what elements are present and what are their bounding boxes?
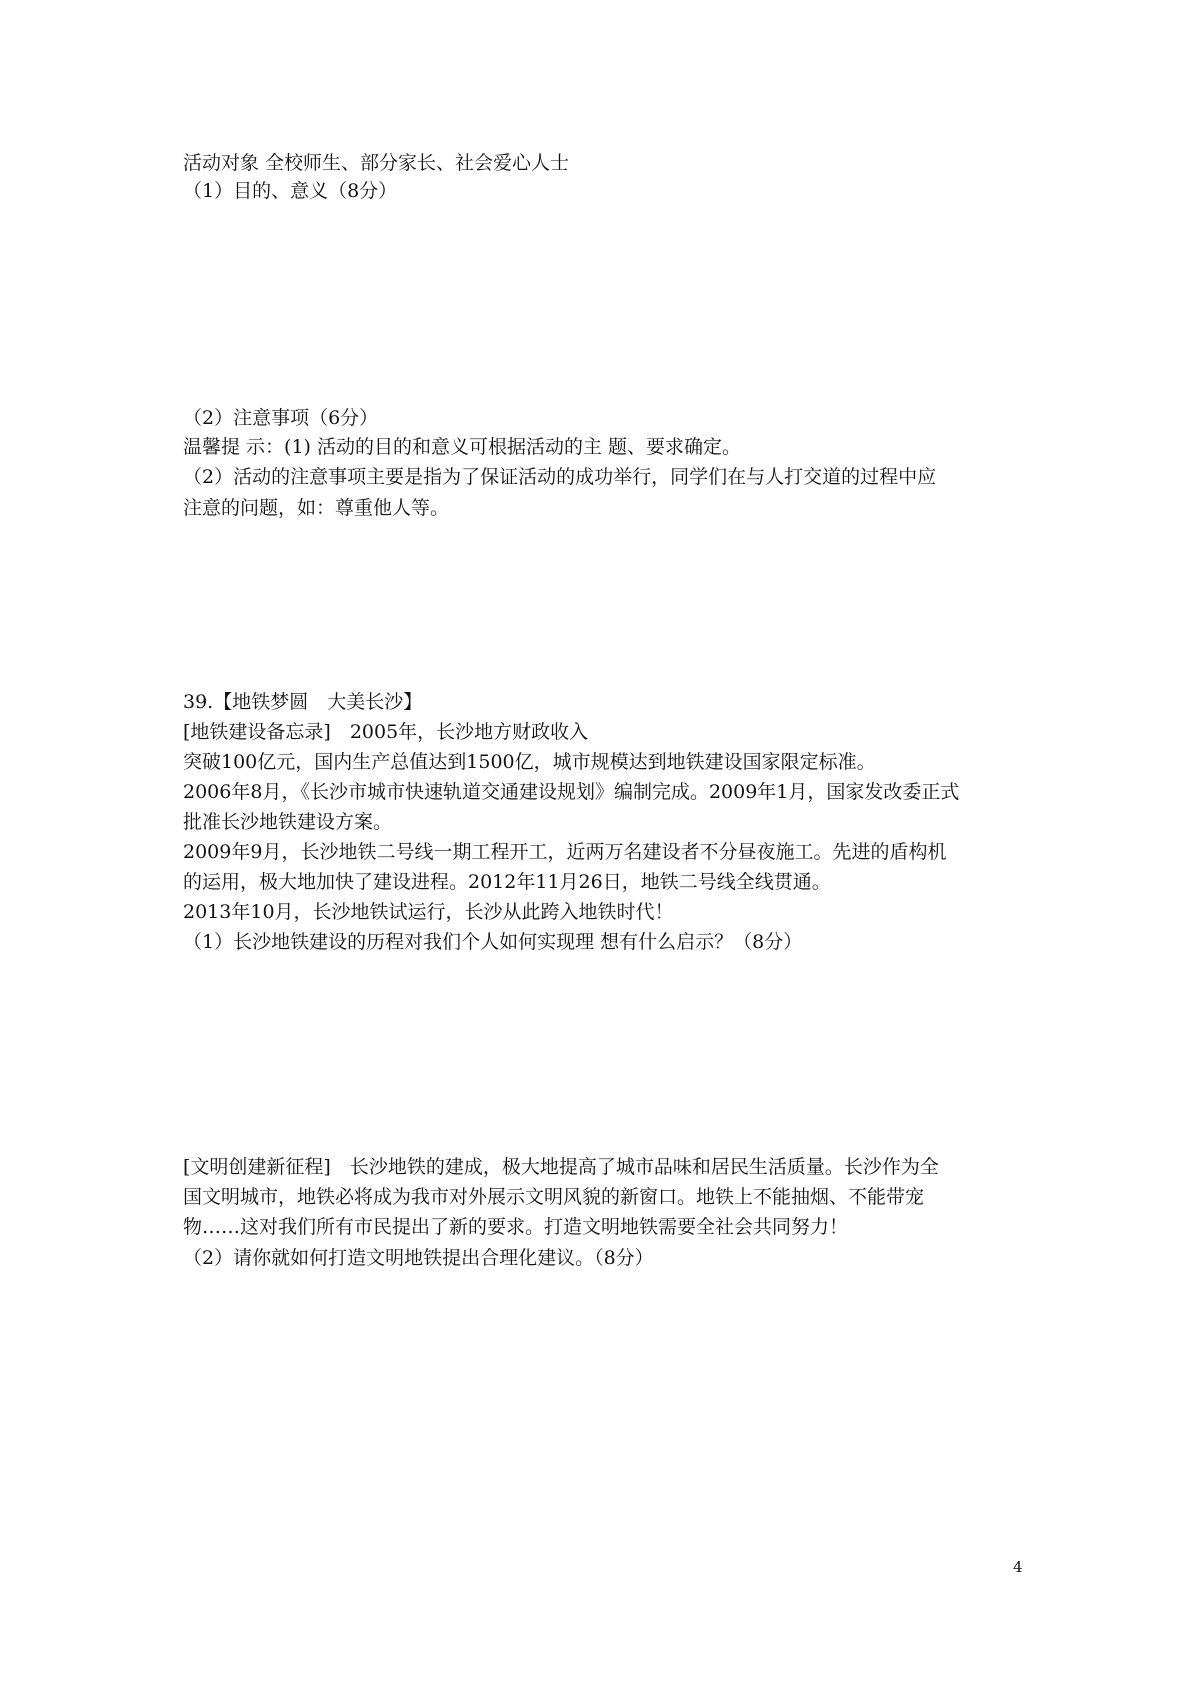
civil-line-3: 物……这对我们所有市民提出了新的要求。打造文明地铁需要全社会共同努力！ [183,1216,849,1238]
memo-line-5: 2009年9月，长沙地铁二号线一期工程开工，近两万名建设者不分昼夜施工。先进的盾构机 [183,841,947,863]
question-39-2: （2）请你就如何打造文明地铁提出合理化建议。（8分） [183,1247,654,1269]
question-39-title: 39.【地铁梦圆 大美长沙】 [183,691,423,713]
civil-line-2: 国文明城市，地铁必将成为我市对外展示文明风貌的新窗口。地铁上不能抽烟、不能带宠 [183,1186,925,1208]
memo-line-3: 2006年8月，《长沙市城市快速轨道交通建设规划》编制完成。2009年1月，国家发改委正式 [183,781,960,803]
tip2-line-2: 注意的问题，如：尊重他人等。 [183,497,450,519]
question-39-1: （1）长沙地铁建设的历程对我们个人如何实现理 想有什么启示？（8分） [183,931,803,953]
activity-participants: 活动对象 全校师生、部分家长、社会爱心人士 [183,152,570,174]
question-purpose: （1）目的、意义（8分） [183,180,398,202]
memo-line-4: 批准长沙地铁建设方案。 [183,811,393,833]
tip-line: 温馨提 示：(1) 活动的目的和意义可根据活动的主 题、要求确定。 [183,436,742,458]
memo-line-1: [地铁建设备忘录] 2005年，长沙地方财政收入 [183,721,589,743]
memo-line-6: 的运用，极大地加快了建设进程。2012年11月26日，地铁二号线全线贯通。 [183,871,831,893]
tip2-line-1: （2）活动的注意事项主要是指为了保证活动的成功举行，同学们在与人打交道的过程中应 [183,466,937,488]
memo-line-7: 2013年10月，长沙地铁试运行，长沙从此跨入地铁时代！ [183,901,674,923]
civil-line-1: [文明创建新征程] 长沙地铁的建成，极大地提高了城市品味和居民生活质量。长沙作为全 [183,1156,939,1178]
memo-line-2: 突破100亿元，国内生产总值达到1500亿，城市规模达到地铁建设国家限定标准。 [183,751,876,773]
page-number: 4 [1013,1558,1023,1576]
question-notes: （2）注意事项（6分） [183,407,379,429]
